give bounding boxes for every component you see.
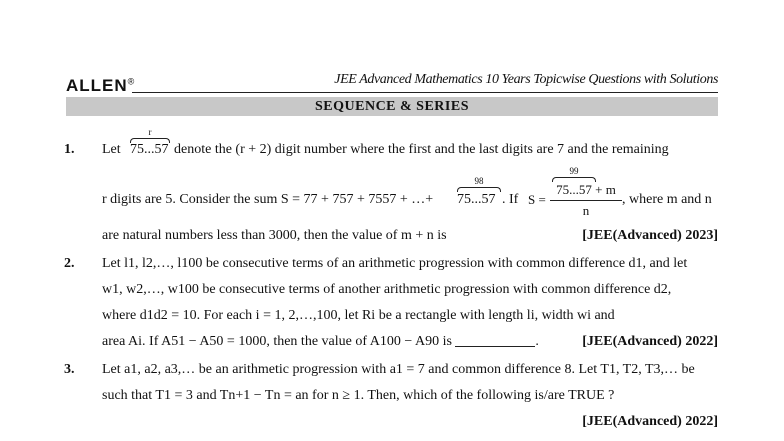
allen-logo: ALLEN® (66, 76, 136, 95)
q1-line2: r digits are 5. Consider the sum S = 77 + 757 + 7557 + …+ (102, 192, 434, 207)
q2-line4: area Ai. If A51 − A50 = 1000, then the value of A100 − A90 is . (102, 334, 539, 349)
q3-source: [JEE(Advanced) 2022] (582, 414, 718, 429)
q1-fraction (550, 182, 622, 219)
q2-source: [JEE(Advanced) 2022] (582, 334, 718, 349)
q1-sum-last: 75...57 (457, 192, 496, 207)
q1-frac-denominator: n (582, 203, 590, 218)
q1-line1: denote the (r + 2) digit number where the first and the last digits are 7 and the remaining (174, 142, 669, 157)
header-rule (132, 92, 718, 93)
q1-frac-numerator: 75...57 + m (556, 182, 616, 197)
q1-source: [JEE(Advanced) 2023] (582, 228, 718, 243)
section-title: SEQUENCE & SERIES (66, 97, 718, 116)
q1-frac-bar (550, 200, 622, 201)
q1-term-brace: r (130, 127, 170, 143)
q2-line1: Let l1, l2,…, l100 be consecutive terms of an arithmetic progression with common difference d1, and let (102, 256, 688, 271)
question-number: 3. (64, 362, 75, 377)
question-number: 1. (64, 142, 75, 157)
q1-s-eq: S = (528, 192, 546, 207)
book-title: JEE Advanced Mathematics 10 Years Topicwise Questions with Solutions (334, 72, 718, 87)
q1-if: . If (502, 192, 519, 207)
q1-let: Let (102, 142, 121, 157)
q1-term: 75...57 (130, 142, 169, 157)
q3-line2: such that T1 = 3 and Tn+1 − Tn = an for n ≥ 1. Then, which of the following is/are TRUE ? (102, 388, 615, 403)
q1-line3: are natural numbers less than 3000, then the value of m + n is (102, 228, 447, 243)
question-number: 2. (64, 256, 75, 271)
q2-line3: where d1d2 = 10. For each i = 1, 2,…,100, let Ri be a rectangle with length li, width wi and (102, 308, 615, 323)
answer-blank (455, 334, 535, 347)
q2-line2: w1, w2,…, w100 be consecutive terms of another arithmetic progression with common difference d2, (102, 282, 672, 297)
q1-line2-end: , where m and n (622, 192, 712, 207)
q3-line1: Let a1, a2, a3,… be an arithmetic progression with a1 = 7 and common difference 8. Let T1, T2, T3,… be (102, 362, 695, 377)
q1-frac-brace: 99 (552, 166, 596, 182)
q1-sum-brace: 98 (457, 176, 501, 192)
